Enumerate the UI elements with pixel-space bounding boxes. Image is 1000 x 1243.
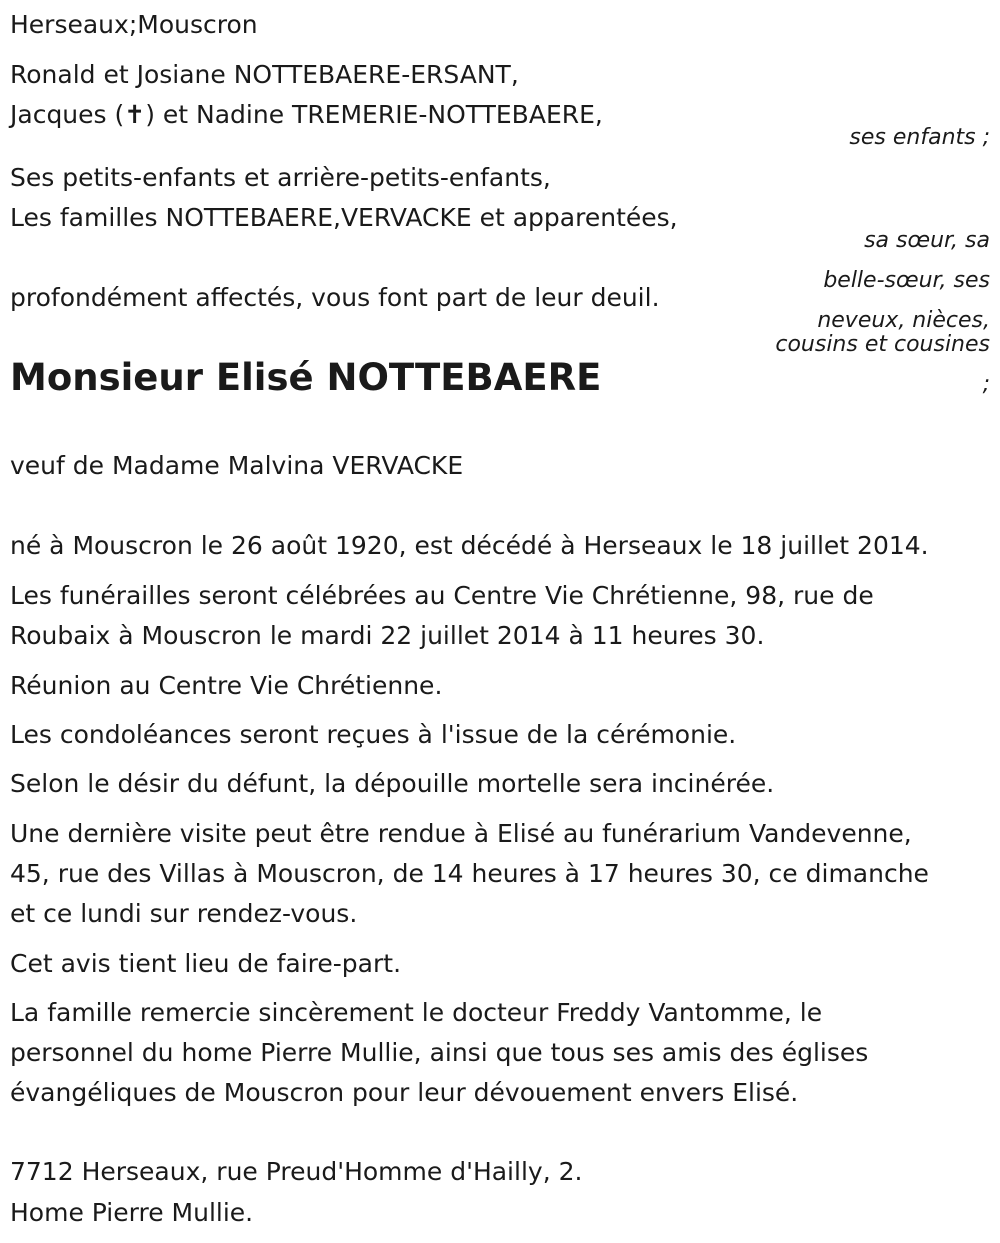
body-line-cremation: Selon le désir du défunt, la dépouille mortelle sera incinérée. [10, 769, 775, 798]
family-line-grandchildren: Ses petits-enfants et arrière-petits-enfants, [10, 163, 551, 192]
role-children: ses enfants ; [849, 125, 990, 150]
role-siblings-5: ; [982, 372, 990, 397]
address-line-2: Home Pierre Mullie. [10, 1198, 254, 1227]
body-line-meeting: Réunion au Centre Vie Chrétienne. [10, 671, 443, 700]
role-siblings-1: sa sœur, sa [864, 228, 990, 253]
body-line-visit-3: et ce lundi sur rendez-vous. [10, 899, 358, 928]
body-line-thanks-3: évangéliques de Mouscron pour leur dévouement envers Elisé. [10, 1078, 799, 1107]
family-line-children-1: Ronald et Josiane NOTTEBAERE-ERSANT, [10, 60, 519, 89]
body-line-thanks-1: La famille remercie sincèrement le docteur Freddy Vantomme, le [10, 998, 823, 1027]
role-siblings-4: cousins et cousines [775, 332, 990, 357]
body-line-notice: Cet avis tient lieu de faire-part. [10, 949, 402, 978]
body-line-visit-1: Une dernière visite peut être rendue à Elisé au funérarium Vandevenne, [10, 819, 912, 848]
body-line-funeral-2: Roubaix à Mouscron le mardi 22 juillet 2014 à 11 heures 30. [10, 621, 765, 650]
body-line-thanks-2: personnel du home Pierre Mullie, ainsi que tous ses amis des églises [10, 1038, 869, 1067]
address-line-1: 7712 Herseaux, rue Preud'Homme d'Hailly, 2. [10, 1157, 583, 1186]
body-line-visit-2: 45, rue des Villas à Mouscron, de 14 heures à 17 heures 30, ce dimanche [10, 859, 929, 888]
body-line-birth: né à Mouscron le 26 août 1920, est décédé à Herseaux le 18 juillet 2014. [10, 531, 929, 560]
family-line-families: Les familles NOTTEBAERE,VERVACKE et apparentées, [10, 203, 678, 232]
family-line-children-2: Jacques (✝) et Nadine TREMERIE-NOTTEBAERE, [10, 100, 603, 129]
body-line-funeral-1: Les funérailles seront célébrées au Centre Vie Chrétienne, 98, rue de [10, 581, 874, 610]
deceased-name: Monsieur Elisé NOTTEBAERE [10, 356, 602, 399]
role-siblings-3: neveux, nièces, [817, 308, 990, 333]
family-line-mourning: profondément affectés, vous font part de leur deuil. [10, 283, 660, 312]
role-siblings-2: belle-sœur, ses [823, 268, 990, 293]
body-line-condolences: Les condoléances seront reçues à l'issue de la cérémonie. [10, 720, 737, 749]
spouse-line: veuf de Madame Malvina VERVACKE [10, 451, 464, 480]
location-header: Herseaux;Mouscron [10, 10, 258, 39]
